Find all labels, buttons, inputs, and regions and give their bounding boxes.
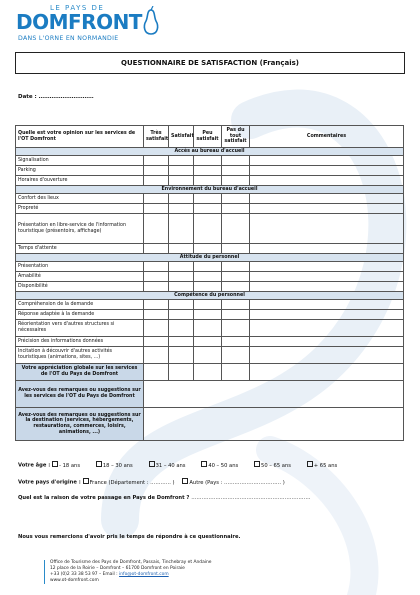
comment-cell[interactable] [250,310,404,320]
pear-icon [142,6,160,36]
footer-line1: Office de Tourisme des Pays de Domfront, Passais, Tinchebray et Andaine [50,560,212,565]
row-label: Propreté [16,204,144,214]
rating-cell[interactable] [194,347,222,364]
row-label: Confort des lieux [16,194,144,204]
origin-label: Votre pays d'origine : [18,479,83,486]
page-title: QUESTIONNAIRE DE SATISFACTION (Français) [15,52,405,74]
rating-cell[interactable] [194,166,222,176]
section-title: Compétence du personnel [16,292,404,300]
row-label: Temps d'attente [16,244,144,254]
rating-cell[interactable] [194,282,222,292]
rating-cell[interactable] [144,320,169,337]
rating-cell[interactable] [194,300,222,310]
comment-cell[interactable] [250,364,404,381]
table-row [16,262,404,272]
satisfaction-table [15,125,404,441]
rating-cell[interactable] [194,194,222,204]
row-label: Signalisation [16,156,144,166]
comment-cell[interactable] [250,214,404,244]
section-title: Accès au bureau d'accueil [16,148,404,156]
evaluation-label: Votre appréciation globale sur les services de l'OT du Pays de Domfront [16,364,144,381]
rating-cell[interactable] [194,364,222,381]
logo-line2: DOMFRONT [16,10,142,34]
rating-cell[interactable] [144,156,169,166]
checkbox[interactable] [254,461,260,467]
table-row [16,194,404,204]
rating-cell[interactable] [144,310,169,320]
checkbox[interactable] [149,461,155,467]
rating-cell[interactable] [222,214,250,244]
age-option[interactable]: 31 – 40 ans [149,463,186,469]
rating-cell[interactable] [144,166,169,176]
rating-cell[interactable] [144,282,169,292]
rating-cell[interactable] [169,310,194,320]
rating-cell[interactable] [194,310,222,320]
comment-cell[interactable] [250,204,404,214]
checkbox[interactable] [182,478,188,484]
table-row [16,310,404,320]
rating-cell[interactable] [222,320,250,337]
age-label: Votre âge : [18,462,53,469]
checkbox[interactable] [201,461,207,467]
rating-cell[interactable] [222,166,250,176]
footer [44,560,211,584]
rating-cell[interactable] [222,364,250,381]
rating-cell[interactable] [144,262,169,272]
checkbox[interactable] [96,461,102,467]
rating-cell[interactable] [194,214,222,244]
date-dots: ………………………… [38,94,94,100]
rating-cell[interactable] [144,214,169,244]
comment-cell[interactable] [250,300,404,310]
row-label: Parking [16,166,144,176]
rating-cell[interactable] [169,244,194,254]
logo-line1: LE PAYS DE [50,4,105,12]
header-question: Quelle est votre opinion sur les services de l'OT Domfront [16,126,144,148]
comment-cell[interactable] [250,244,404,254]
header-peu-satisfait: Peu satisfait [194,126,222,148]
rating-cell[interactable] [169,282,194,292]
remarks-ot-row [16,381,404,408]
comment-cell[interactable] [250,166,404,176]
rating-cell[interactable] [169,194,194,204]
rating-cell[interactable] [144,364,169,381]
rating-cell[interactable] [222,300,250,310]
rating-cell[interactable] [222,310,250,320]
section-header [16,292,404,300]
age-option[interactable]: + 65 ans [307,463,337,469]
row-label: Présentation en libre-service de l'information touristique (présentoirs, affichage) [16,214,144,244]
email-link[interactable]: info@ot-domfront.com [119,572,169,577]
rating-cell[interactable] [169,156,194,166]
date-field[interactable] [18,94,94,100]
rating-cell[interactable] [169,272,194,282]
section-header [16,186,404,194]
comment-cell[interactable] [250,194,404,204]
rating-cell[interactable] [222,176,250,186]
section-header [16,148,404,156]
rating-cell[interactable] [222,204,250,214]
row-label: Amabilité [16,272,144,282]
rating-cell[interactable] [169,337,194,347]
age-option[interactable]: - 18 ans [52,463,80,469]
origin-option-autre[interactable]: Autre (Pays : …………………………… ) [182,480,284,486]
rating-cell[interactable] [194,156,222,166]
comment-cell[interactable] [250,337,404,347]
comment-cell[interactable] [250,156,404,166]
row-label: Précision des informations données [16,337,144,347]
rating-cell[interactable] [144,347,169,364]
table-row [16,347,404,364]
rating-cell[interactable] [222,262,250,272]
logo-line3: DANS L'ORNE EN NORMANDIE [18,35,119,42]
table-header-row [16,126,404,148]
section-header [16,254,404,262]
table-row [16,214,404,244]
rating-cell[interactable] [222,244,250,254]
row-label: Réorientation vers d'autres structures si nécessaires [16,320,144,337]
rating-cell[interactable] [194,204,222,214]
comment-cell[interactable] [250,176,404,186]
row-label: Compréhension de la demande [16,300,144,310]
origin-option-france[interactable]: France (Département : ………… ) [83,480,175,486]
header-pas-satisfait: Pas du tout satisfait [222,126,250,148]
thanks-text: Nous vous remercions d'avoir pris le temps de répondre à ce questionnaire. [18,534,241,540]
rating-cell[interactable] [169,262,194,272]
reason-dots: …………………………………………………………… [191,495,311,501]
rating-cell[interactable] [194,337,222,347]
rating-cell[interactable] [222,272,250,282]
rating-cell[interactable] [194,272,222,282]
remarks-ot-field[interactable] [144,381,404,408]
rating-cell[interactable] [169,364,194,381]
remarks-destination-row [16,408,404,441]
table-row [16,156,404,166]
header-tres-satisfait: Très satisfait [144,126,169,148]
comment-cell[interactable] [250,282,404,292]
rating-cell[interactable] [222,337,250,347]
rating-cell[interactable] [169,300,194,310]
age-option[interactable]: 18 – 30 ans [96,463,133,469]
reason-question[interactable] [18,495,311,501]
section-title: Attitude du personnel [16,254,404,262]
rating-cell[interactable] [194,320,222,337]
table-row [16,166,404,176]
row-label: Présentation [16,262,144,272]
row-label: Réponse adaptée à la demande [16,310,144,320]
age-option[interactable]: 40 – 50 ans [201,463,238,469]
rating-cell[interactable] [144,300,169,310]
remarks-destination-label: Avez-vous des remarques ou suggestions sur la destination (services, hébergements, restaurations, commerces, loisirs, animations, ...) [16,408,144,441]
comment-cell[interactable] [250,262,404,272]
rating-cell[interactable] [144,204,169,214]
table-row [16,204,404,214]
comment-cell[interactable] [250,347,404,364]
comment-cell[interactable] [250,320,404,337]
footer-line2: 12 place de la Roirie – Domfront – 61700 Domfront en Poiraie [50,566,185,571]
age-option[interactable]: 50 – 65 ans [254,463,291,469]
table-row [16,337,404,347]
rating-cell[interactable] [222,282,250,292]
rating-cell[interactable] [144,176,169,186]
rating-cell[interactable] [144,194,169,204]
rating-cell[interactable] [194,244,222,254]
row-label: Horaires d'ouverture [16,176,144,186]
rating-cell[interactable] [144,337,169,347]
age-question [18,461,351,469]
rating-cell[interactable] [169,347,194,364]
rating-cell[interactable] [169,204,194,214]
table-row [16,272,404,282]
rating-cell[interactable] [222,347,250,364]
logo [14,4,164,46]
rating-cell[interactable] [144,244,169,254]
header-commentaires: Commentaires [250,126,404,148]
rating-cell[interactable] [169,176,194,186]
table-row [16,320,404,337]
rating-cell[interactable] [169,320,194,337]
evaluation-row [16,364,404,381]
reason-label: Quel est la raison de votre passage en Pays de Domfront ? [18,495,190,501]
date-label: Date : [18,94,39,100]
remarks-ot-label: Avez-vous des remarques ou suggestions sur les services de l'OT du Pays de Domfront [16,381,144,408]
table-row [16,244,404,254]
checkbox[interactable] [52,461,58,467]
row-label: Disponibilité [16,282,144,292]
footer-web[interactable]: www.ot-domfront.com [50,578,99,583]
rating-cell[interactable] [194,262,222,272]
rating-cell[interactable] [144,272,169,282]
rating-cell[interactable] [169,166,194,176]
table-row [16,176,404,186]
rating-cell[interactable] [222,194,250,204]
remarks-destination-field[interactable] [144,408,404,441]
origin-question [18,478,291,486]
checkbox[interactable] [83,478,89,484]
section-title: Environnement du bureau d'accueil [16,186,404,194]
rating-cell[interactable] [222,156,250,166]
checkbox[interactable] [307,461,313,467]
footer-line3: +33 (0)2 33 38 53 97 – Email : info@ot-domfront.com [50,572,169,577]
table-row [16,300,404,310]
rating-cell[interactable] [194,176,222,186]
rating-cell[interactable] [169,214,194,244]
row-label: Incitation à découvrir d'autres activités touristiques (animations, sites, ...) [16,347,144,364]
table-row [16,282,404,292]
comment-cell[interactable] [250,272,404,282]
header-satisfait: Satisfait [169,126,194,148]
